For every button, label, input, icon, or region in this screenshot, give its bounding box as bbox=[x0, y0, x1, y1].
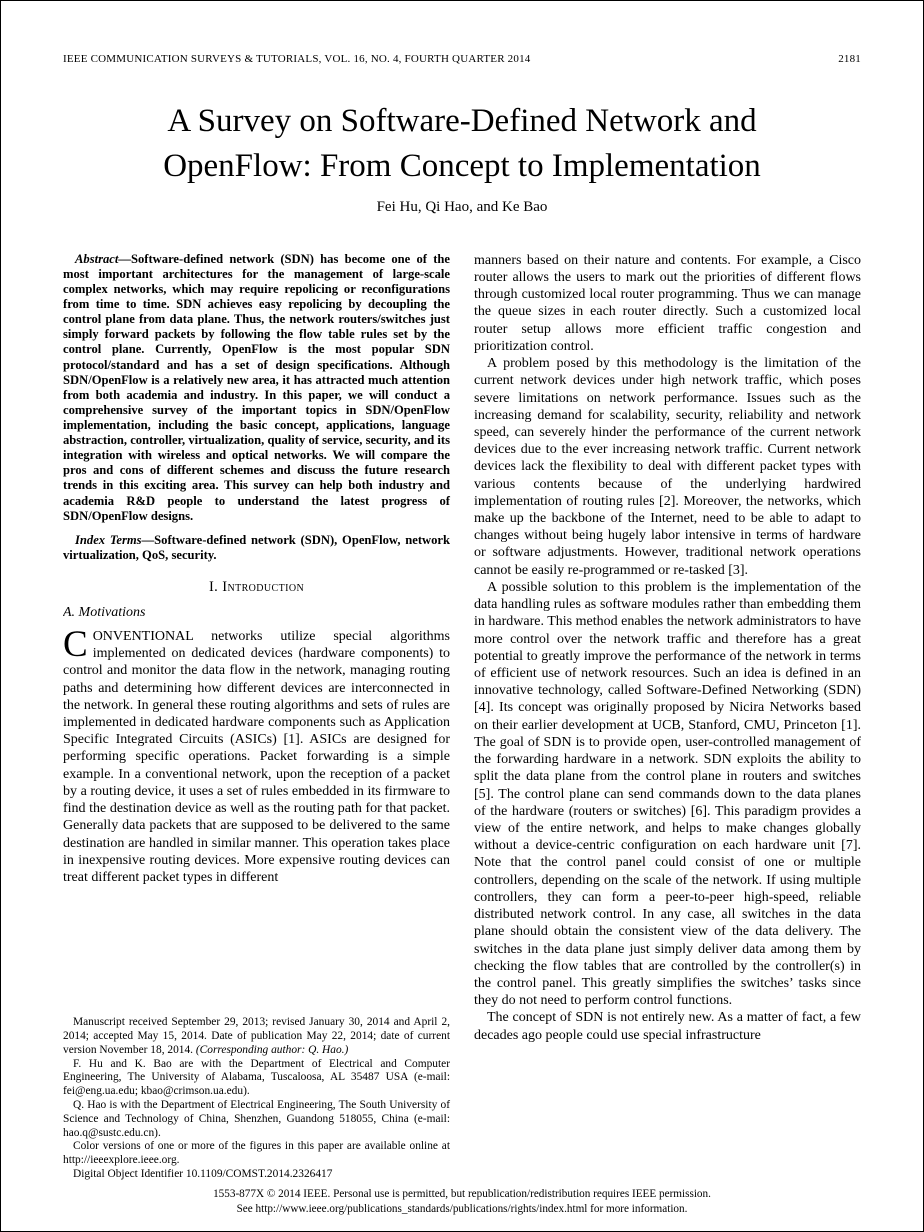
index-terms-text: Software-defined network (SDN), OpenFlow, network virtualization, QoS, security. bbox=[63, 532, 450, 562]
running-header bbox=[63, 53, 861, 65]
body-paragraph: manners based on their nature and contents. For example, a Cisco router allows the users to mark out the priorities of different flows through customized local router programming. Thus we can manage the queue sizes in each router directly. Such a customized local router setup allows more efficient traffic congestion and prioritization control. bbox=[474, 252, 861, 354]
index-terms-section bbox=[63, 533, 450, 563]
footnote-doi: Digital Object Identifier 10.1109/COMST.2014.2326417 bbox=[73, 1167, 333, 1180]
drop-cap: C bbox=[63, 623, 88, 665]
body-paragraph: A problem posed by this methodology is the limitation of the current network devices under high network traffic, which poses severe limitations on network performance. Issues such as the increasing demand for scalability, security, reliability and network speed, can severely hinder the performance of the current network devices due to the ever increasing network traffic. Current network devices lack the flexibility to deal with different packet types with various contents because of the underlying hardwired implementation of routing rules [2]. Moreover, the networks, which make up the backbone of the Internet, need to be able to adapt to changes without being hugely labor intensive in terms of hardware or software adjustments. However, traditional network operations cannot be easily re-programmed or re-tasked [3]. bbox=[474, 356, 861, 578]
footnotes bbox=[63, 1006, 450, 1182]
title-line-2: OpenFlow: From Concept to Implementation bbox=[163, 147, 761, 184]
column-right bbox=[474, 252, 861, 1182]
section-heading-introduction: I. Introduction bbox=[208, 578, 305, 595]
body-paragraph: The concept of SDN is not entirely new. As a matter of fact, a few decades ago people could use special infrastructure bbox=[474, 1010, 861, 1043]
footer-line-2: See http://www.ieee.org/publications_standards/publications/rights/index.html for more information. bbox=[236, 1202, 688, 1215]
footnote-corresponding-author: (Corresponding author: Q. Hao.) bbox=[195, 1043, 349, 1056]
intro-paragraph-text: ONVENTIONAL networks utilize special algorithms implemented on dedicated devices (hardware components) to control and monitor the data flow in the network, managing routing paths and determining how different devices are interconnected in the network. In general these routing algorithms and sets of rules are implemented in dedicated hardware components such as Application Specific Integrated Circuits (ASICs) [1]. ASICs are designed for performing specific operations. Packet forwarding is a simple example. In a conventional network, upon the reception of a packet by a routing device, it uses a set of rules embedded in its firmware to find the destination device as well as the routing path for that packet. Generally data packets that are supposed to be delivered to the same destination are handled in similar manner. This operation takes place in inexpensive routing devices. More expensive routing devices can treat different packet types in different bbox=[63, 628, 450, 885]
paper-title bbox=[63, 99, 861, 189]
page-number: 2181 bbox=[838, 53, 861, 65]
abstract-text: Software-defined network (SDN) has become one of the most important architectures for the management of large-scale complex networks, which may require repolicing or reconfigurations from time to time. SDN achieves easy repolicing by decoupling the control plane from data plane. Thus, the network routers/switches just simply forward packets by following the flow table rules set by the control plane. Currently, OpenFlow is the most popular SDN protocol/standard and has a set of design specifications. Although SDN/OpenFlow is a relatively new area, it has attracted much attention from both academia and industry. In this paper, we will conduct a comprehensive survey of the important topics in SDN/OpenFlow implementation, including the basic concept, applications, language abstraction, controller, virtualization, quality of service, security, and its integration with wireless and optical networks. We will compare the pros and cons of different schemes and discuss the future research trends in this exciting area. This survey can help both industry and academia R&D people to understand the latest progress of SDN/OpenFlow designs. bbox=[63, 251, 450, 523]
body-paragraph: A possible solution to this problem is the implementation of the data handling rules as software modules rather than embedding them in hardware. This method enables the network administrators to have more control over the network traffic and therefore has a great potential to greatly improve the performance of the network in terms of efficient use of network resources. Such an idea is defined in an innovative technology, called Software-Defined Networking (SDN) [4]. Its concept was originally proposed by Nicira Networks based on their earlier development at UCB, Stanford, CMU, Princeton [1]. The goal of SDN is to provide open, user-controlled management of the forwarding hardware in a network. SDN exploits the ability to split the data plane from the control plane in routers and switches [5]. The control plane can send commands down to the data planes of the hardware (routers or switches) [6]. This paradigm provides a view of the entire network, and helps to make changes globally without a device-centric configuration on each hardware unit [7]. Note that the control panel could consist of one or multiple controllers, depending on the scale of the network. If using multiple controllers, they can form a peer-to-peer high-speed, reliable distributed network control. In any case, all switches in the data plane should obtain the consistent view of the data delivery. The switches in the data plane just simply deliver data among them by checking the flow tables that are controlled by the controller(s) in the control panel. This greatly simplifies the switches’ tasks since they do not need to perform control functions. bbox=[474, 579, 861, 1009]
footnote-manuscript-text: Manuscript received September 29, 2013; revised January 30, 2014 and April 2, 2014; accepted May 15, 2014. Date of publication May 22, 2014; date of current version November 18, 2014. bbox=[63, 1016, 450, 1056]
abstract-label: Abstract— bbox=[75, 251, 131, 266]
abstract-section bbox=[63, 252, 450, 524]
footnote-affiliation-1: F. Hu and K. Bao are with the Department of Electrical and Computer Engineering, The University of Alabama, Tuscaloosa, AL 35487 USA (e-mail: fei@eng.ua.edu; kbao@crimson.ua.edu). bbox=[63, 1057, 450, 1098]
column-left bbox=[63, 252, 450, 1182]
journal-title: IEEE COMMUNICATION SURVEYS & TUTORIALS, VOL. 16, NO. 4, FOURTH QUARTER 2014 bbox=[63, 53, 531, 65]
footnote-affiliation-2: Q. Hao is with the Department of Electrical Engineering, The South University of Science and Technology of China, Shenzhen, Guandong 518055, China (e-mail: hao.q@sustc.edu.cn). bbox=[63, 1098, 450, 1139]
page-footer bbox=[1, 1187, 923, 1217]
title-line-1: A Survey on Software-Defined Network and bbox=[167, 103, 757, 139]
footnote-color-versions: Color versions of one or more of the figures in this paper are available online at http://ieeexplore.ieee.org. bbox=[63, 1140, 450, 1167]
footer-line-1: 1553-877X © 2014 IEEE. Personal use is permitted, but republication/redistribution requires IEEE permission. bbox=[213, 1187, 711, 1200]
intro-paragraph bbox=[63, 623, 450, 886]
authors-line: Fei Hu, Qi Hao, and Ke Bao bbox=[376, 198, 548, 215]
two-column-body bbox=[63, 252, 861, 1182]
index-terms-label: Index Terms— bbox=[75, 532, 155, 547]
subsection-heading-motivations: A. Motivations bbox=[63, 604, 146, 620]
footnote-manuscript bbox=[63, 1016, 450, 1057]
